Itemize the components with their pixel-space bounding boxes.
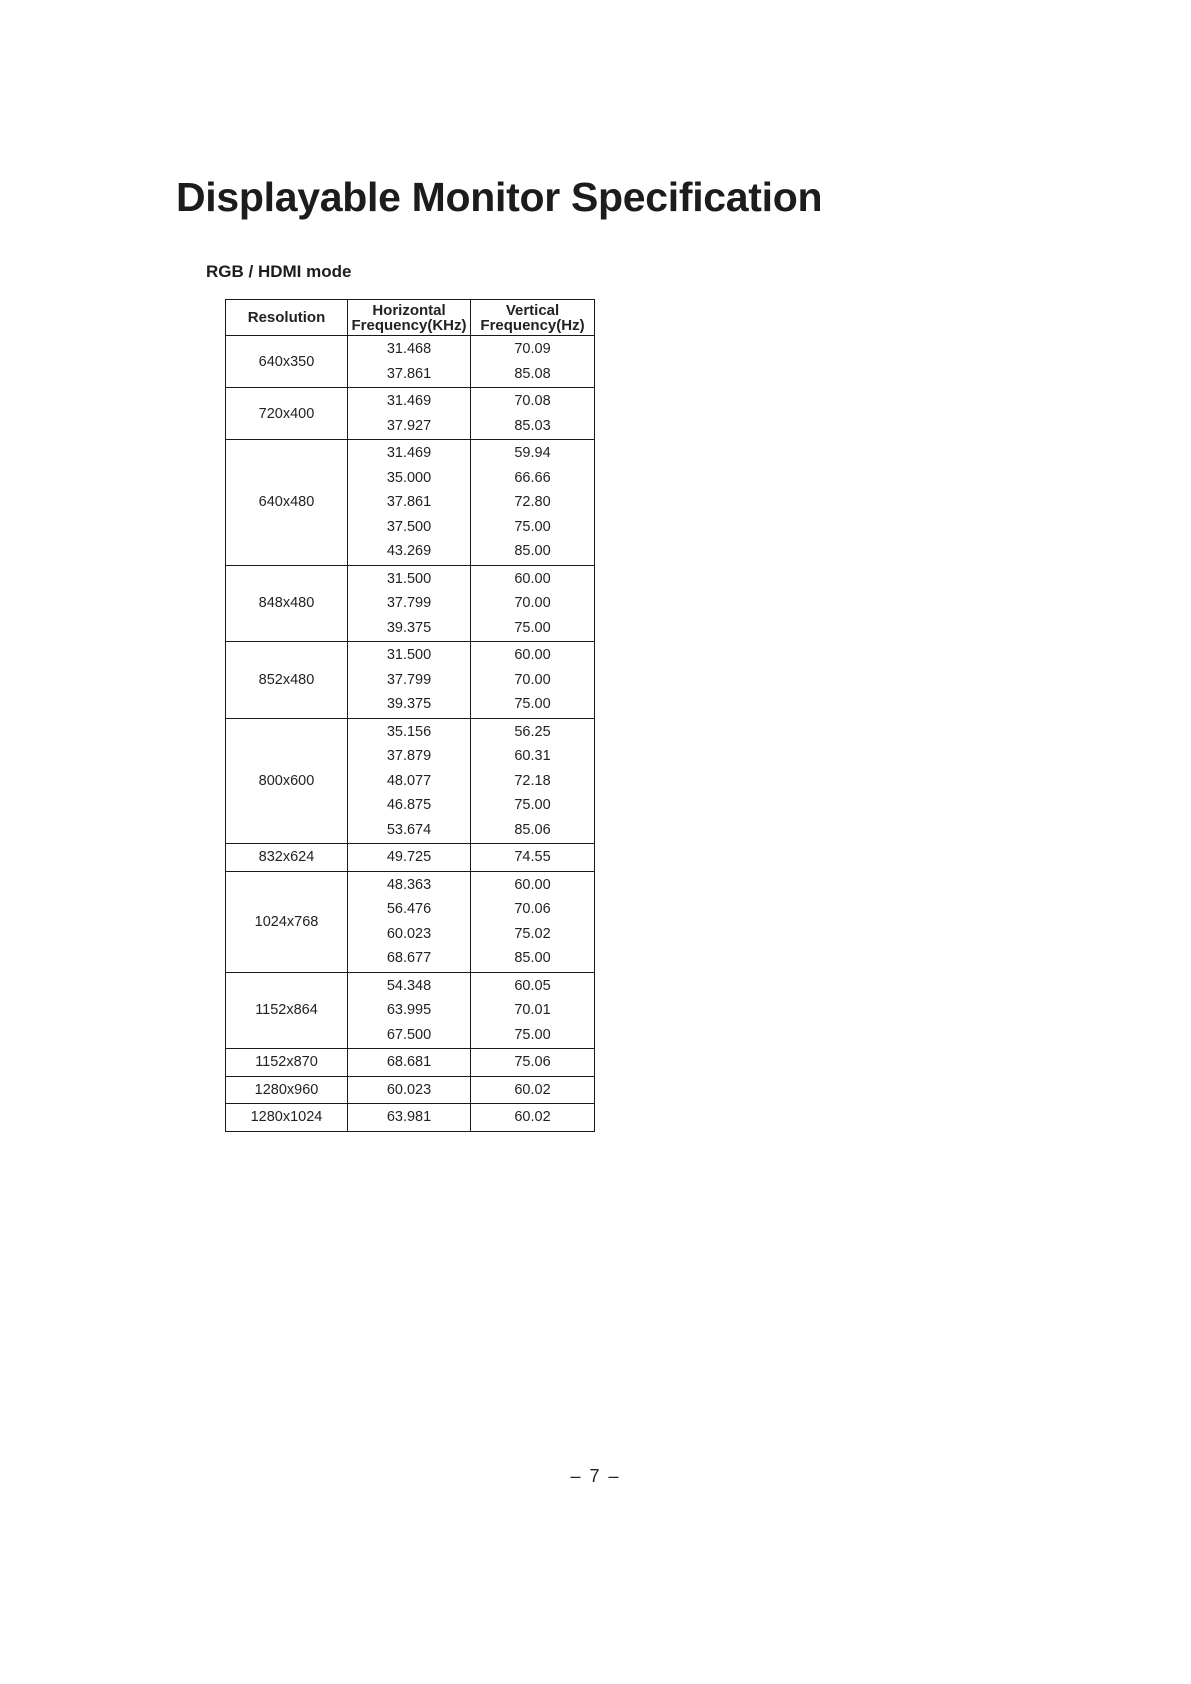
vertical-frequency-list — [471, 336, 594, 387]
vertical-frequency-value: 85.00 — [514, 950, 551, 966]
vertical-frequency-value: 60.00 — [514, 570, 551, 587]
vertical-frequency-cell — [471, 1049, 595, 1077]
horizontal-frequency-value: 43.269 — [386, 543, 432, 559]
vertical-frequency-cell — [471, 336, 595, 388]
vertical-frequency-cell — [471, 1104, 595, 1132]
table-row — [226, 844, 595, 872]
horizontal-frequency-value: 35.000 — [386, 469, 432, 486]
horizontal-frequency-cell — [348, 1076, 471, 1104]
vertical-frequency-value: 66.66 — [514, 469, 551, 486]
table-row — [226, 972, 595, 1049]
vertical-frequency-cell — [471, 1076, 595, 1104]
horizontal-frequency-value: 46.875 — [386, 797, 432, 813]
vertical-frequency-list — [471, 1104, 594, 1131]
vertical-frequency-list — [471, 719, 594, 844]
horizontal-frequency-value: 37.879 — [386, 748, 432, 764]
horizontal-frequency-list — [348, 440, 470, 565]
resolution-cell: 1024x768 — [226, 871, 348, 972]
vertical-frequency-value: 85.03 — [514, 417, 551, 434]
horizontal-frequency-list — [348, 642, 470, 718]
horizontal-frequency-cell — [348, 642, 471, 719]
vertical-frequency-value: 70.08 — [514, 393, 551, 409]
section-title: RGB / HDMI mode — [206, 262, 352, 281]
header-vertical-line1: Vertical — [505, 301, 560, 319]
table-row — [226, 718, 595, 844]
vertical-frequency-value: 75.00 — [514, 1026, 551, 1043]
vertical-frequency-value: 59.94 — [514, 445, 551, 461]
vertical-frequency-value: 60.02 — [514, 1109, 551, 1125]
horizontal-frequency-value: 37.799 — [386, 595, 432, 611]
header-vertical-frequency — [471, 300, 595, 336]
horizontal-frequency-list — [348, 844, 470, 871]
horizontal-frequency-value: 48.077 — [386, 772, 432, 789]
horizontal-frequency-cell — [348, 871, 471, 972]
horizontal-frequency-cell — [348, 565, 471, 642]
vertical-frequency-value: 74.55 — [514, 849, 551, 865]
horizontal-frequency-value: 63.995 — [386, 1002, 432, 1018]
vertical-frequency-value: 75.06 — [514, 1054, 551, 1070]
table-row — [226, 1076, 595, 1104]
resolution-cell: 832x624 — [226, 844, 348, 872]
vertical-frequency-list — [471, 566, 594, 642]
horizontal-frequency-cell — [348, 972, 471, 1049]
horizontal-frequency-value: 37.861 — [386, 365, 432, 382]
vertical-frequency-list — [471, 973, 594, 1049]
resolution-cell: 640x350 — [226, 336, 348, 388]
vertical-frequency-value: 60.02 — [514, 1081, 551, 1098]
vertical-frequency-value: 85.06 — [514, 821, 551, 838]
horizontal-frequency-list — [348, 1077, 470, 1104]
table-header-row — [226, 300, 595, 336]
horizontal-frequency-value: 37.861 — [386, 494, 432, 510]
vertical-frequency-value: 75.00 — [514, 518, 551, 535]
resolution-cell: 720x400 — [226, 388, 348, 440]
table-body — [226, 336, 595, 1132]
resolution-cell: 1280x1024 — [226, 1104, 348, 1132]
horizontal-frequency-value: 31.500 — [386, 647, 432, 663]
horizontal-frequency-value: 60.023 — [386, 925, 432, 942]
vertical-frequency-value: 70.00 — [514, 595, 551, 611]
resolution-cell: 852x480 — [226, 642, 348, 719]
vertical-frequency-value: 70.09 — [514, 341, 551, 357]
vertical-frequency-cell — [471, 718, 595, 844]
horizontal-frequency-value: 39.375 — [386, 696, 432, 712]
vertical-frequency-value: 75.00 — [514, 797, 551, 813]
vertical-frequency-cell — [471, 871, 595, 972]
horizontal-frequency-value: 39.375 — [386, 619, 432, 636]
vertical-frequency-value: 70.00 — [514, 671, 551, 688]
vertical-frequency-cell — [471, 440, 595, 566]
table-row — [226, 565, 595, 642]
horizontal-frequency-value: 31.468 — [386, 341, 432, 357]
table-row — [226, 388, 595, 440]
page-number: – 7 – — [570, 1466, 621, 1486]
horizontal-frequency-value: 35.156 — [386, 723, 432, 740]
vertical-frequency-list — [471, 388, 594, 439]
vertical-frequency-list — [471, 844, 594, 871]
monitor-spec-table — [225, 299, 595, 1132]
horizontal-frequency-value: 49.725 — [386, 849, 432, 865]
vertical-frequency-cell — [471, 844, 595, 872]
resolution-cell: 800x600 — [226, 718, 348, 844]
vertical-frequency-value: 56.25 — [514, 723, 551, 740]
resolution-cell: 1152x864 — [226, 972, 348, 1049]
table-row — [226, 642, 595, 719]
horizontal-frequency-value: 31.469 — [386, 445, 432, 461]
horizontal-frequency-list — [348, 566, 470, 642]
vertical-frequency-cell — [471, 972, 595, 1049]
header-horizontal-line1: Horizontal — [372, 301, 446, 319]
vertical-frequency-value: 60.05 — [514, 977, 551, 994]
vertical-frequency-list — [471, 440, 594, 565]
horizontal-frequency-value: 53.674 — [386, 821, 432, 838]
horizontal-frequency-value: 37.799 — [386, 671, 432, 688]
table-row — [226, 1104, 595, 1132]
vertical-frequency-value: 75.02 — [514, 925, 551, 942]
header-vertical-line2: Frequency(Hz) — [480, 316, 585, 334]
horizontal-frequency-cell — [348, 1049, 471, 1077]
horizontal-frequency-value: 67.500 — [386, 1026, 432, 1043]
horizontal-frequency-value: 56.476 — [386, 901, 432, 917]
vertical-frequency-value: 75.00 — [514, 696, 551, 712]
vertical-frequency-list — [471, 642, 594, 718]
header-horizontal-line2: Frequency(KHz) — [351, 316, 467, 334]
horizontal-frequency-list — [348, 719, 470, 844]
resolution-cell: 1280x960 — [226, 1076, 348, 1104]
table-row — [226, 440, 595, 566]
horizontal-frequency-cell — [348, 1104, 471, 1132]
vertical-frequency-value: 60.00 — [514, 647, 551, 663]
horizontal-frequency-list — [348, 1049, 470, 1076]
vertical-frequency-list — [471, 872, 594, 972]
horizontal-frequency-value: 68.681 — [386, 1054, 432, 1070]
horizontal-frequency-list — [348, 1104, 470, 1131]
horizontal-frequency-value: 63.981 — [386, 1109, 432, 1125]
horizontal-frequency-value: 68.677 — [386, 950, 432, 966]
horizontal-frequency-cell — [348, 388, 471, 440]
vertical-frequency-cell — [471, 565, 595, 642]
header-horizontal-frequency — [348, 300, 471, 336]
resolution-cell: 848x480 — [226, 565, 348, 642]
horizontal-frequency-cell — [348, 440, 471, 566]
horizontal-frequency-cell — [348, 336, 471, 388]
table-row — [226, 871, 595, 972]
vertical-frequency-value: 60.31 — [514, 748, 551, 764]
vertical-frequency-list — [471, 1077, 594, 1104]
horizontal-frequency-value: 60.023 — [386, 1081, 432, 1098]
vertical-frequency-value: 72.80 — [514, 494, 551, 510]
page-title: Displayable Monitor Specification — [176, 174, 823, 220]
vertical-frequency-list — [471, 1049, 594, 1076]
horizontal-frequency-value: 54.348 — [386, 977, 432, 994]
horizontal-frequency-list — [348, 388, 470, 439]
vertical-frequency-value: 70.06 — [514, 901, 551, 917]
horizontal-frequency-value: 31.469 — [386, 393, 432, 409]
vertical-frequency-cell — [471, 388, 595, 440]
vertical-frequency-value: 85.08 — [514, 365, 551, 382]
resolution-cell: 1152x870 — [226, 1049, 348, 1077]
vertical-frequency-cell — [471, 642, 595, 719]
horizontal-frequency-list — [348, 872, 470, 972]
vertical-frequency-value: 72.18 — [514, 772, 551, 789]
horizontal-frequency-value: 37.500 — [386, 518, 432, 535]
vertical-frequency-value: 75.00 — [514, 619, 551, 636]
vertical-frequency-value: 70.01 — [514, 1002, 551, 1018]
horizontal-frequency-value: 48.363 — [386, 876, 432, 893]
vertical-frequency-value: 60.00 — [514, 876, 551, 893]
horizontal-frequency-value: 37.927 — [386, 417, 432, 434]
vertical-frequency-value: 85.00 — [514, 543, 551, 559]
horizontal-frequency-value: 31.500 — [386, 570, 432, 587]
resolution-cell: 640x480 — [226, 440, 348, 566]
table-row — [226, 336, 595, 388]
horizontal-frequency-cell — [348, 844, 471, 872]
header-resolution: Resolution — [226, 300, 348, 336]
horizontal-frequency-list — [348, 973, 470, 1049]
table-row — [226, 1049, 595, 1077]
horizontal-frequency-cell — [348, 718, 471, 844]
horizontal-frequency-list — [348, 336, 470, 387]
